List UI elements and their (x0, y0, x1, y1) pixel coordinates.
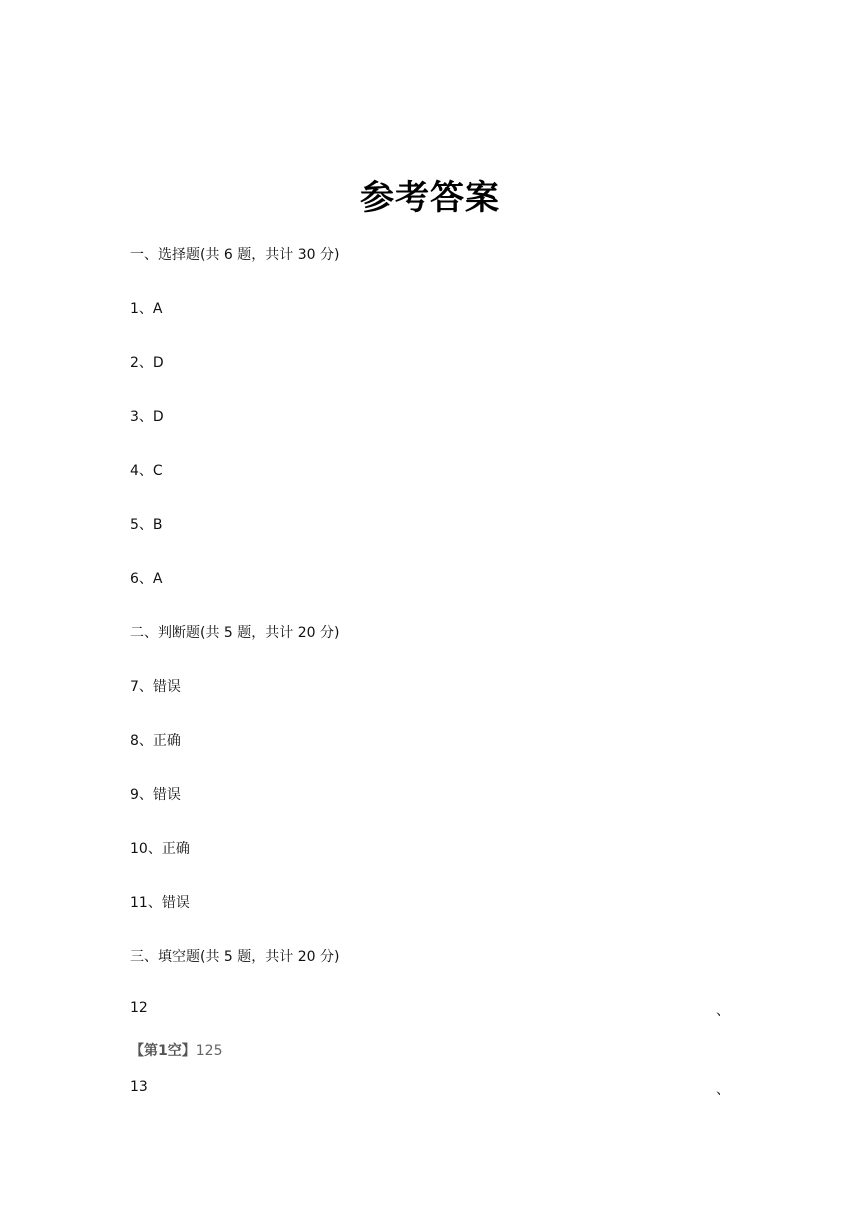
question-separator: 、 (716, 1082, 730, 1098)
answer-item: 3、D (130, 409, 164, 425)
answer-item: 9、错误 (130, 787, 181, 803)
blank-tag: 【第1空】 (130, 1043, 196, 1059)
section-heading-judge: 二、判断题(共 5 题，共计 20 分) (130, 625, 340, 641)
answer-item: 2、D (130, 355, 164, 371)
answer-item: 4、C (130, 463, 163, 479)
answer-item: 6、A (130, 571, 163, 587)
answer-item: 5、B (130, 517, 163, 533)
answer-item: 11、错误 (130, 895, 190, 911)
section-heading-fill: 三、填空题(共 5 题，共计 20 分) (130, 949, 340, 965)
blank-answer-12 (130, 1040, 222, 1060)
answer-item: 7、错误 (130, 679, 181, 695)
question-number-13: 13 (130, 1079, 148, 1095)
answer-item: 10、正确 (130, 841, 190, 857)
page-title: 参考答案 (360, 178, 500, 218)
question-number-12: 12 (130, 1000, 148, 1016)
section-heading-choice: 一、选择题(共 6 题，共计 30 分) (130, 247, 340, 263)
answer-item: 8、正确 (130, 733, 181, 749)
answer-item: 1、A (130, 301, 163, 317)
question-separator: 、 (716, 1003, 730, 1019)
blank-value: 125 (195, 1043, 223, 1059)
